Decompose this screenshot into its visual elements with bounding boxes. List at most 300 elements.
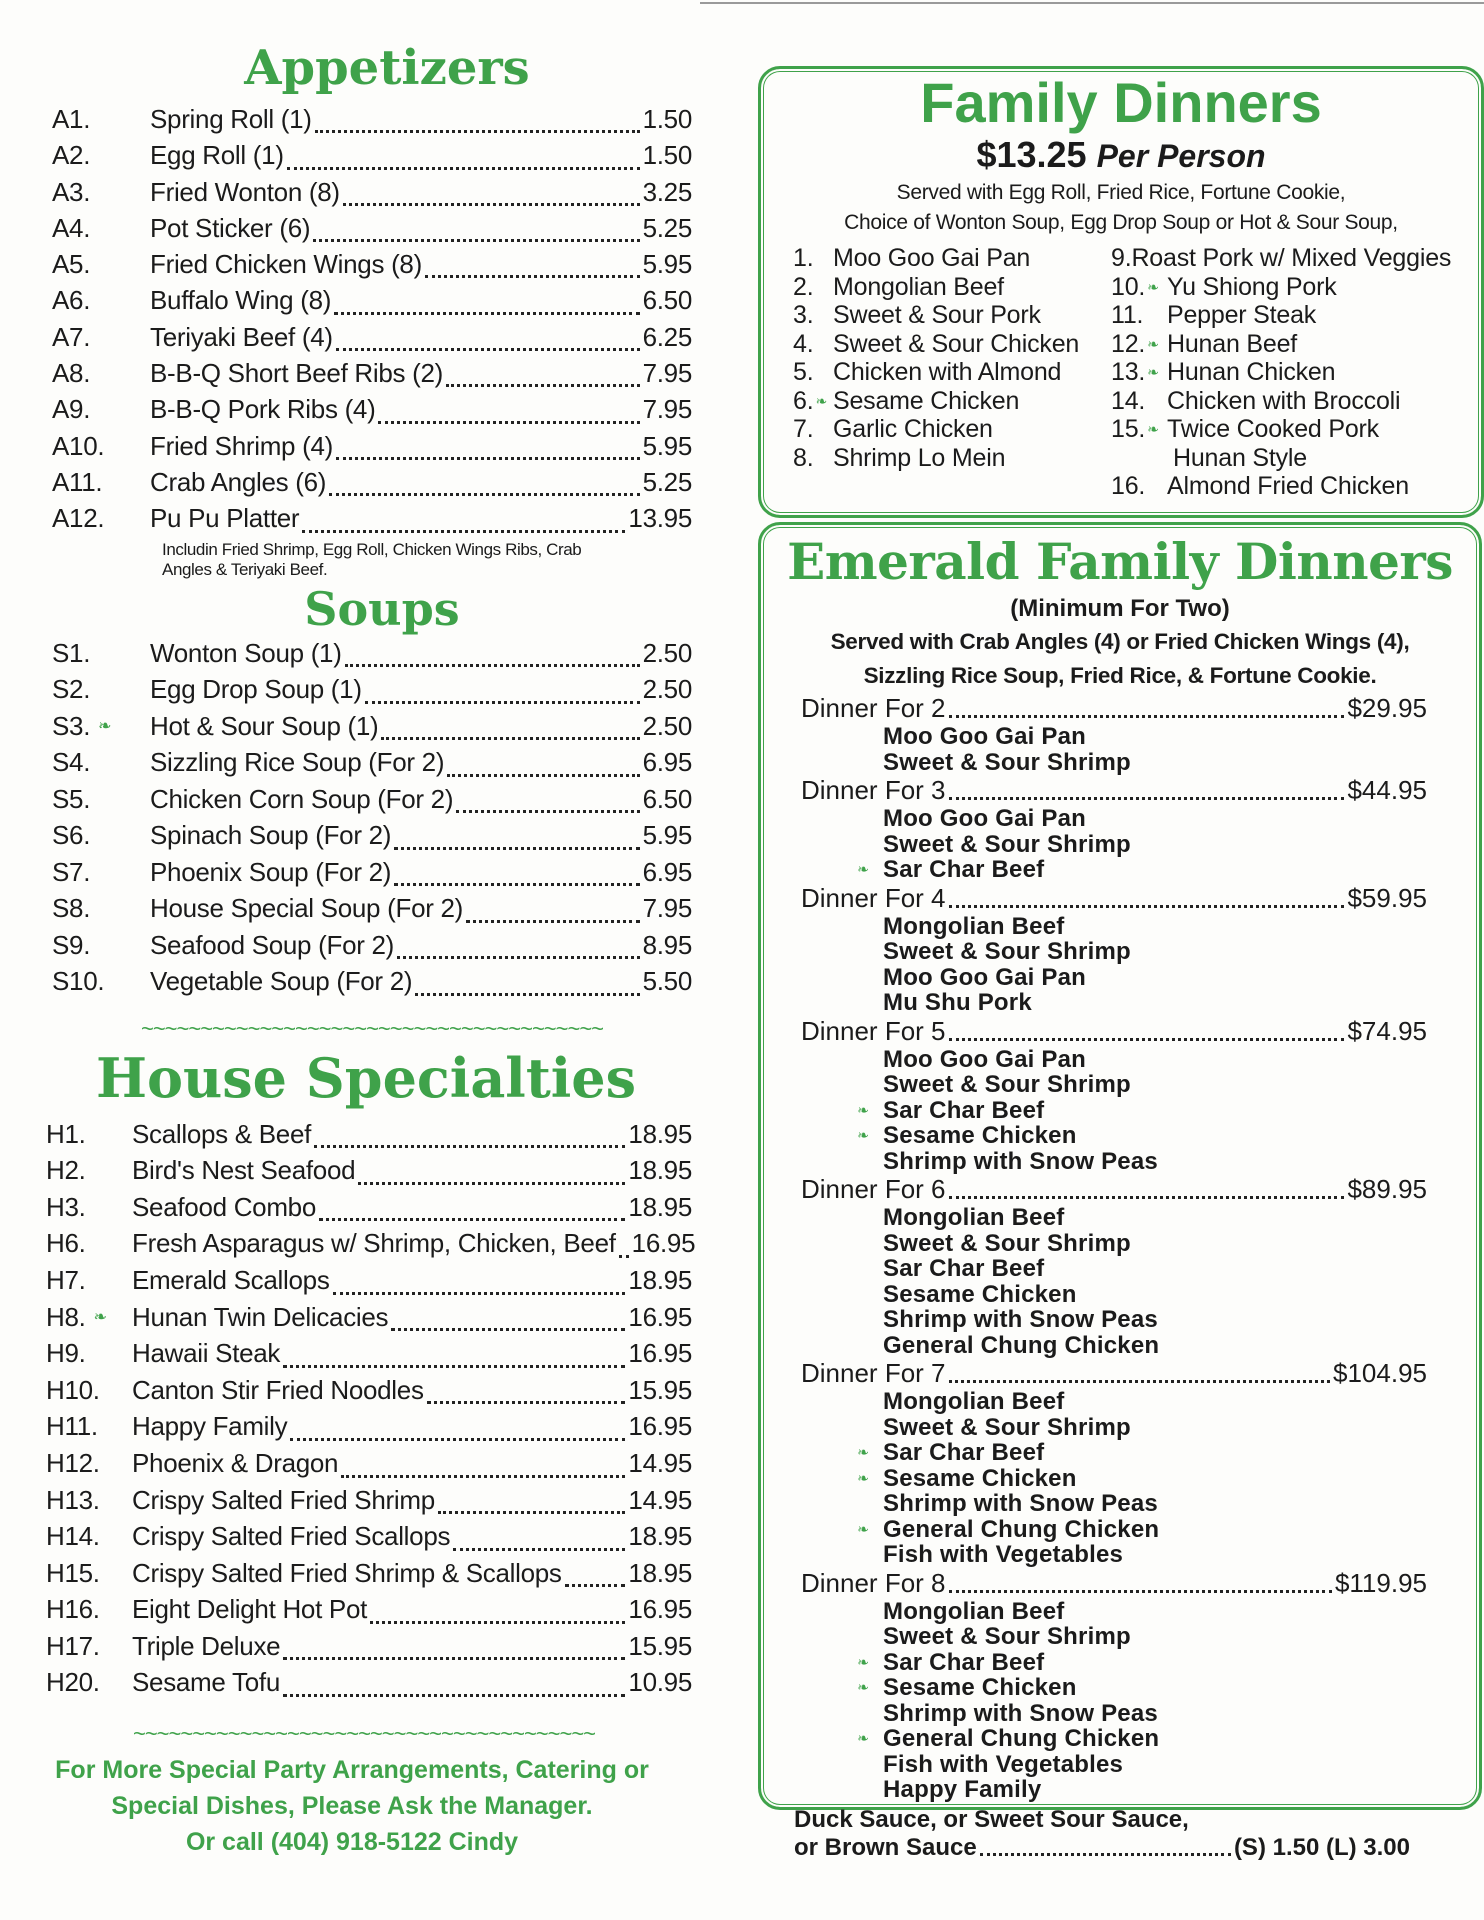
leader-dots (949, 1380, 1331, 1383)
dinner-dish (801, 1726, 1427, 1752)
menu-item-row (52, 322, 692, 358)
item-price: 5.95 (642, 249, 692, 280)
footer-note (52, 1752, 652, 1860)
item-price: 18.95 (628, 1118, 692, 1149)
item-number-text: 4. (793, 329, 814, 358)
leader-dots (949, 1590, 1332, 1593)
item-name: Hunan Beef (1167, 329, 1298, 358)
dinner-label: Dinner For 3 (801, 775, 946, 805)
item-price: 16.95 (628, 1338, 692, 1369)
item-code-text: H3. (46, 1191, 86, 1222)
leader-dots (394, 847, 639, 850)
dinner-header (801, 1358, 1427, 1389)
dinner-dish (801, 1491, 1427, 1517)
item-name: Yu Shiong Pork (1167, 272, 1337, 301)
family-dinner-item (793, 444, 1111, 473)
item-number-text: 9. (1111, 244, 1132, 272)
menu-item-row (52, 966, 692, 1003)
item-code-text: A2. (52, 140, 91, 171)
item-name: Buffalo Wing (8) (150, 285, 332, 316)
menu-item-row (52, 358, 692, 394)
menu-item-row (52, 503, 692, 539)
dish-name: Sweet & Sour Shrimp (883, 1229, 1131, 1257)
item-name: Seafood Soup (For 2) (150, 929, 395, 960)
dinner-dish (801, 1333, 1427, 1359)
item-price: 18.95 (628, 1155, 692, 1186)
leader-dots (425, 275, 640, 278)
item-number-text: 11. (1111, 301, 1144, 329)
item-code-text: A6. (52, 285, 91, 316)
leader-dots (391, 1328, 625, 1331)
item-name: Phoenix & Dragon (132, 1447, 339, 1478)
leader-dots (381, 737, 639, 740)
dinner-dish (801, 990, 1427, 1016)
item-code-text: A3. (52, 176, 91, 207)
dinner-dish (801, 914, 1427, 940)
item-code-text: H9. (46, 1338, 86, 1369)
item-code-text: H17. (46, 1630, 100, 1661)
menu-item-row (52, 213, 692, 249)
item-code-text: S3. (52, 710, 91, 741)
leader-dots (329, 493, 639, 496)
item-price: 6.95 (642, 856, 692, 887)
footer-line: Special Dishes, Please Ask the Manager. (111, 1792, 593, 1821)
item-name: Crispy Salted Fried Shrimp & Scallops (132, 1557, 562, 1588)
dinner-dish (801, 1517, 1427, 1543)
item-code (52, 747, 150, 778)
item-code-text: H13. (46, 1484, 100, 1515)
dish-name: Shrimp with Snow Peas (883, 1490, 1158, 1517)
dinner-dish (801, 1440, 1427, 1466)
dish-name: Shrimp with Snow Peas (883, 1699, 1158, 1727)
menu-item-row (46, 1448, 692, 1485)
pepper-icon: ❧ (1147, 335, 1159, 352)
dinner-price: $89.95 (1347, 1174, 1427, 1204)
family-dinners-desc: Served with Egg Roll, Fried Rice, Fortune Cookie, (896, 181, 1346, 204)
dinner-header (801, 1174, 1427, 1205)
family-dinner-item (793, 387, 1111, 416)
item-name: Pepper Steak (1167, 301, 1317, 329)
leader-dots (343, 203, 640, 206)
leader-dots (447, 774, 639, 777)
item-number (1111, 472, 1167, 501)
sauce-text: or Brown Sauce (794, 1834, 977, 1861)
dinner-dish (801, 1466, 1427, 1492)
menu-item-row (52, 674, 692, 711)
item-code-text: A12. (52, 503, 105, 534)
item-code (52, 893, 150, 924)
dinner-dish (801, 1098, 1427, 1124)
item-code-text: S7. (52, 856, 91, 887)
dinner-package (801, 775, 1427, 883)
divider: ~~~~~~~~~~~~~~~~~~~~~~~~~~~~~~~~~~~~~~~ (140, 1015, 604, 1041)
leader-dots (314, 1145, 625, 1148)
dish-name: Shrimp with Snow Peas (883, 1147, 1158, 1175)
dinner-dish (801, 724, 1427, 750)
dinner-label: Dinner For 4 (801, 882, 946, 913)
item-code-text: H1. (46, 1118, 86, 1149)
item-code (52, 638, 150, 669)
item-name: Garlic Chicken (833, 415, 993, 443)
item-price: 18.95 (628, 1557, 692, 1588)
item-name: Fried Chicken Wings (8) (150, 249, 422, 280)
menu-item-row (52, 104, 692, 140)
item-code-text: H15. (46, 1557, 100, 1588)
item-name: Hawaii Steak (132, 1338, 281, 1369)
item-code (46, 1302, 132, 1333)
family-dinner-item (793, 244, 1111, 273)
dinner-header (801, 883, 1427, 914)
item-code-text: H2. (46, 1155, 86, 1186)
house-specialties-title: House Specialties (95, 1045, 637, 1110)
item-price: 15.95 (628, 1630, 692, 1661)
item-code-text: S5. (52, 783, 91, 814)
pepper-icon: ❧ (93, 1309, 107, 1327)
dinner-dish (801, 1282, 1427, 1308)
item-number-text: 6. (793, 386, 814, 415)
item-number-text: 13. (1111, 358, 1146, 386)
family-dinners-title: Family Dinners (920, 71, 1322, 134)
leader-dots (949, 1038, 1345, 1041)
dinner-label: Dinner For 7 (801, 1358, 946, 1388)
family-column-2 (1111, 244, 1451, 501)
item-code (46, 1228, 132, 1259)
item-code-text: S1. (52, 637, 91, 668)
item-number-text: 5. (793, 358, 814, 386)
item-price: 15.95 (628, 1374, 692, 1405)
menu-item-row (46, 1631, 692, 1668)
family-dinner-item (1111, 301, 1451, 330)
leader-dots (319, 1218, 625, 1221)
dinner-dish (801, 1231, 1427, 1257)
pepper-icon: ❧ (857, 1730, 869, 1746)
item-code-text: H16. (46, 1594, 100, 1625)
dish-name: Mu Shu Pork (883, 989, 1032, 1016)
dinner-dish (801, 939, 1427, 965)
dinner-price: $59.95 (1347, 882, 1427, 913)
item-name: Mongolian Beef (833, 272, 1004, 301)
menu-item-row (46, 1521, 692, 1558)
dish-name: Sesame Chicken (883, 1280, 1077, 1308)
dish-name: Sesame Chicken (883, 1674, 1077, 1701)
item-name: Fresh Asparagus w/ Shrimp, Chicken, Beef (132, 1228, 616, 1259)
dinner-dish (801, 1256, 1427, 1282)
leader-dots (315, 130, 640, 133)
item-number (793, 330, 833, 359)
menu-item-row (52, 820, 692, 857)
item-price: 7.95 (642, 893, 692, 924)
item-code (52, 322, 150, 353)
soups-title: Soups (304, 581, 460, 636)
item-price: 2.50 (642, 710, 692, 741)
family-dinner-item (1111, 415, 1451, 444)
dish-name: Sar Char Beef (883, 1648, 1045, 1676)
pepper-icon: ❧ (815, 392, 827, 409)
dish-name: Sweet & Sour Shrimp (883, 1623, 1131, 1650)
house-specialties-list (46, 1118, 696, 1705)
footer-line: For More Special Party Arrangements, Catering or (55, 1756, 649, 1785)
family-dinner-item (793, 301, 1111, 330)
leader-dots (290, 1438, 625, 1441)
item-name: Seafood Combo (132, 1191, 317, 1222)
dinner-dish (801, 1205, 1427, 1231)
family-dinner-item (793, 273, 1111, 302)
item-number-text: 7. (793, 415, 814, 443)
item-name: Crispy Salted Fried Scallops (132, 1521, 451, 1552)
dish-name: Happy Family (883, 1776, 1042, 1803)
leader-dots (378, 421, 639, 424)
pepper-icon: ❧ (857, 1653, 869, 1670)
dinner-dish (801, 1777, 1427, 1803)
item-code (52, 503, 150, 534)
item-name: Sweet & Sour Chicken (833, 329, 1080, 358)
item-name: Sizzling Rice Soup (For 2) (150, 747, 445, 778)
item-code-text: S4. (52, 747, 91, 778)
leader-dots (345, 664, 640, 667)
menu-item-row (46, 1192, 692, 1229)
item-code (46, 1338, 132, 1369)
leader-dots (333, 1292, 626, 1295)
item-number-text: 14. (1111, 386, 1146, 415)
item-name: Eight Delight Hot Pot (132, 1594, 368, 1625)
item-number (793, 358, 833, 387)
appetizers-title: Appetizers (244, 40, 530, 96)
dinner-package (801, 1568, 1427, 1803)
dinner-dish (801, 1072, 1427, 1098)
price-per: Per Person (1096, 138, 1266, 174)
item-price: 16.95 (628, 1301, 692, 1332)
item-number (1111, 444, 1167, 473)
item-name: Spring Roll (1) (150, 104, 312, 134)
item-price: 16.95 (631, 1228, 696, 1259)
pepper-icon: ❧ (1147, 364, 1159, 380)
dinner-dish (801, 1650, 1427, 1676)
dinner-label: Dinner For 8 (801, 1567, 946, 1598)
item-code-text: A4. (52, 212, 91, 243)
menu-item-row (52, 177, 692, 213)
menu-item-row (52, 140, 692, 176)
leader-dots (370, 1621, 625, 1624)
item-name: B-B-Q Pork Ribs (4) (150, 394, 376, 425)
dish-name: Sar Char Beef (883, 1096, 1045, 1124)
item-price: 16.95 (628, 1411, 692, 1442)
pepper-icon: ❧ (857, 1469, 869, 1486)
pepper-icon: ❧ (857, 1127, 869, 1143)
item-code-text: A7. (52, 321, 91, 352)
dish-name: Shrimp with Snow Peas (883, 1306, 1158, 1333)
item-name: Pu Pu Platter (150, 503, 300, 534)
item-code (46, 1448, 132, 1479)
menu-item-row (52, 431, 692, 467)
item-number-text: 12. (1111, 329, 1146, 358)
dinner-dish (801, 1624, 1427, 1650)
item-name: Almond Fried Chicken (1167, 472, 1409, 500)
dish-name: Sweet & Sour Shrimp (883, 1413, 1131, 1441)
dish-name: Moo Goo Gai Pan (883, 805, 1087, 832)
family-dinner-item (1111, 273, 1451, 302)
leader-dots (456, 810, 639, 813)
dinner-price: $119.95 (1334, 1567, 1427, 1598)
item-name: Fried Shrimp (4) (150, 430, 334, 461)
emerald-dinners-subtitle: (Minimum For Two) (1010, 595, 1230, 622)
item-price: 7.95 (642, 394, 692, 425)
item-price: 7.95 (642, 358, 692, 389)
item-price: 6.50 (642, 783, 692, 814)
item-name: Canton Stir Fried Noodles (132, 1374, 424, 1405)
item-number-text: 16. (1111, 472, 1146, 500)
leader-dots (427, 1401, 626, 1404)
dinner-list (761, 693, 1479, 1803)
sauce-price: (S) 1.50 (L) 3.00 (1233, 1834, 1410, 1861)
menu-item-row (46, 1411, 692, 1448)
item-name: Hunan Style (1173, 443, 1307, 472)
leader-dots (336, 348, 640, 351)
leader-dots (619, 1255, 629, 1258)
menu-item-row (52, 249, 692, 285)
dish-name: Mongolian Beef (883, 1597, 1065, 1625)
item-name: Chicken with Almond (833, 358, 1062, 386)
pepper-icon: ❧ (857, 861, 869, 877)
dinner-header (801, 693, 1427, 724)
dish-name: General Chung Chicken (883, 1331, 1160, 1359)
item-name: Scallops & Beef (132, 1118, 312, 1149)
appetizers-list (52, 104, 692, 540)
item-name: B-B-Q Short Beef Ribs (2) (150, 358, 444, 389)
item-price: 18.95 (628, 1191, 692, 1222)
item-number (1111, 330, 1167, 359)
dinner-package (801, 1174, 1427, 1358)
pepper-icon: ❧ (857, 1101, 869, 1118)
item-number (1111, 301, 1167, 330)
item-name: Roast Pork w/ Mixed Veggies (1131, 244, 1452, 272)
item-price: 13.95 (628, 503, 692, 534)
item-code-text: H11. (46, 1411, 98, 1442)
item-name: Triple Deluxe (132, 1630, 281, 1661)
item-name: Vegetable Soup (For 2) (150, 966, 413, 997)
item-name: Bird's Nest Seafood (132, 1155, 356, 1186)
leader-dots (358, 1182, 625, 1185)
item-price: 6.25 (642, 321, 692, 352)
item-code-text: S6. (52, 820, 91, 851)
family-dinner-item (793, 415, 1111, 444)
dinner-dish (801, 806, 1427, 832)
item-name: Pot Sticker (6) (150, 212, 311, 243)
item-code (52, 711, 150, 742)
item-code-text: A10. (52, 430, 105, 461)
item-name: Teriyaki Beef (4) (150, 321, 333, 352)
dinner-dish (801, 1047, 1427, 1073)
menu-item-row (46, 1119, 692, 1156)
item-code (52, 358, 150, 389)
page-edge-line (700, 2, 1484, 4)
item-number-text: 8. (793, 443, 814, 472)
item-name: Twice Cooked Pork (1167, 415, 1379, 443)
dinner-header (801, 1016, 1427, 1047)
item-name: Wonton Soup (1) (150, 637, 342, 668)
dish-name: Sar Char Beef (883, 1255, 1045, 1282)
dinner-dish (801, 1542, 1427, 1568)
family-dinners-desc: Choice of Wonton Soup, Egg Drop Soup or Hot & Sour Soup, (844, 211, 1398, 234)
dish-name: Sweet & Sour Shrimp (883, 1071, 1131, 1098)
item-code (52, 177, 150, 208)
menu-item-row (46, 1228, 696, 1265)
item-code-text: A8. (52, 358, 91, 389)
item-code (46, 1375, 132, 1406)
item-code (52, 213, 150, 244)
item-price: 18.95 (628, 1521, 692, 1552)
item-code (46, 1119, 132, 1150)
item-code-text: S10. (52, 966, 105, 997)
dish-name: General Chung Chicken (883, 1725, 1160, 1752)
item-code (52, 467, 150, 498)
dinner-package (801, 693, 1427, 775)
leader-dots (949, 797, 1345, 800)
item-price: 5.25 (642, 466, 692, 497)
pepper-icon: ❧ (857, 1444, 869, 1460)
menu-item-row (46, 1338, 692, 1375)
item-number-text: 2. (793, 272, 814, 301)
item-code (46, 1265, 132, 1296)
leader-dots (949, 905, 1345, 908)
item-name: Fried Wonton (8) (150, 176, 340, 207)
item-code (52, 249, 150, 280)
item-code (46, 1485, 132, 1516)
dinner-dish (801, 857, 1427, 883)
item-code (52, 285, 150, 316)
item-code (46, 1667, 132, 1698)
item-price: 2.50 (642, 637, 692, 668)
leader-dots (397, 956, 640, 959)
dish-name: Fish with Vegetables (883, 1750, 1124, 1778)
item-code (52, 104, 150, 135)
family-column-1 (793, 244, 1111, 501)
dinner-dish (801, 1752, 1427, 1778)
leader-dots (283, 1365, 625, 1368)
item-number (793, 244, 833, 273)
item-name: Crab Angles (6) (150, 466, 327, 497)
item-name: Shrimp Lo Mein (833, 443, 1006, 472)
leader-dots (302, 530, 625, 533)
item-name: House Special Soup (For 2) (150, 893, 464, 924)
dinner-dish (801, 1149, 1427, 1175)
leader-dots (980, 1853, 1231, 1856)
item-number-text: 3. (793, 301, 814, 329)
dish-name: General Chung Chicken (883, 1515, 1160, 1543)
emerald-dinners-desc: Sizzling Rice Soup, Fried Rice, & Fortune Cookie. (863, 663, 1377, 688)
leader-dots (365, 701, 640, 704)
item-number (793, 444, 833, 473)
leader-dots (394, 883, 639, 886)
item-name: Spinach Soup (For 2) (150, 820, 392, 851)
menu-item-row (46, 1485, 692, 1522)
leader-dots (283, 1694, 625, 1697)
item-name: Sweet & Sour Pork (833, 301, 1041, 329)
dish-name: Sweet & Sour Shrimp (883, 830, 1131, 858)
item-price: 6.95 (642, 747, 692, 778)
dish-name: Mongolian Beef (883, 1388, 1065, 1415)
dish-name: Moo Goo Gai Pan (883, 723, 1087, 750)
item-code-text: H10. (46, 1374, 100, 1405)
item-code (52, 966, 150, 997)
item-number (1111, 358, 1167, 387)
item-price: 5.25 (642, 212, 692, 243)
emerald-dinners-desc: Served with Crab Angles (4) or Fried Chicken Wings (4), (830, 629, 1410, 654)
pepper-icon: ❧ (98, 718, 112, 736)
menu-item-row (52, 857, 692, 894)
leader-dots (949, 715, 1345, 718)
leader-dots (446, 384, 640, 387)
sauce-text: Duck Sauce, or Sweet Sour Sauce, (794, 1806, 1189, 1833)
